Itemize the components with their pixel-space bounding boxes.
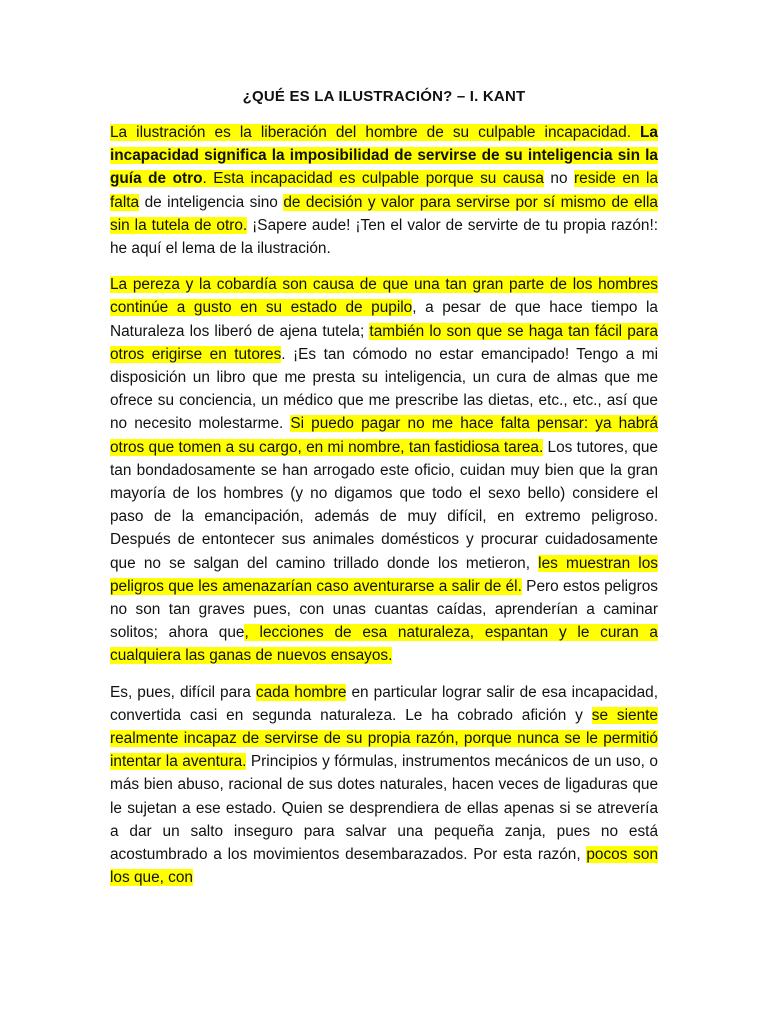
text-run: Los tutores, que tan bondadosamente se han arrogado este oficio, cuidan muy bien que la gran mayoría de los hombres (y no digamos que todo el sexo bello) considere el paso de la emancipación, además de muy difícil, en extremo peligroso. Después de entontecer sus animales domésticos y procurar cuidadosamente que no se salgan del camino trillado donde los metieron, — [110, 438, 658, 572]
text-run: . Esta incapacidad es culpable porque su causa — [202, 170, 544, 188]
document-title: ¿QUÉ ES LA ILUSTRACIÓN? – I. KANT — [242, 88, 526, 105]
text-run: Pero estos peligros no son tan graves pues, con unas cuantas caídas, aprenderían a caminar solitos; ahora que — [110, 577, 658, 642]
text-run: pocos son los que, con — [110, 846, 658, 887]
text-run: Principios y fórmulas, instrumentos mecánicos de un uso, o más bien abuso, racional de sus dotes naturales, hacen veces de ligaduras que le sujetan a ese estado. Quien se desprendiera de ellas apenas si se atrevería a dar un salto inseguro para salvar una pequeña zanja, pues no está acostumbrado a los movimientos desembarazados. Por esta razón, — [110, 753, 658, 864]
text-run: , lecciones de esa naturaleza, espantan y le curan a cualquiera las ganas de nuevos ensayos. — [110, 624, 658, 665]
text-run: Es, pues, difícil para — [110, 683, 256, 701]
text-run: también lo son que se haga tan fácil para otros erigirse en tutores — [110, 322, 658, 363]
paragraph-3 — [110, 681, 658, 890]
text-run: La incapacidad significa la imposibilidad de servirse de su inteligencia sin la guía de otro — [110, 124, 658, 188]
text-run: no — [543, 170, 575, 188]
text-run: reside en la falta — [110, 170, 658, 211]
text-run: , a pesar de que hace tiempo la Naturaleza los liberó de ajena tutela; — [110, 299, 658, 340]
document-body — [110, 121, 658, 903]
text-run: . ¡Es tan cómodo no estar emancipado! Tengo a mi disposición un libro que me presta su inteligencia, un cura de almas que me ofrece su conciencia, un médico que me prescribe las dietas, etc., etc., así que no necesito molestarme. — [110, 345, 658, 433]
text-run: les muestran los peligros que les amenazarían caso aventurarse a salir de él. — [110, 554, 658, 595]
text-run: La pereza y la cobardía son causa de que una tan gran parte de los hombres continúe a gusto en su estado de pupilo — [110, 276, 658, 317]
paragraph-1 — [110, 121, 658, 260]
text-run: en particular lograr salir de esa incapacidad, convertida casi en segunda naturaleza. Le ha cobrado afición y — [110, 683, 658, 724]
text-run: de inteligencia sino — [139, 193, 284, 211]
text-run: se siente realmente incapaz de servirse de su propia razón, porque nunca se le permitió intentar la aventura. — [110, 706, 658, 771]
text-run: de decisión y valor para servirse por sí mismo de ella sin la tutela de otro. — [110, 193, 658, 234]
text-run: cada hombre — [255, 683, 347, 701]
paragraph-2 — [110, 273, 658, 667]
text-run: La ilustración es la liberación del hombre de su culpable incapacidad. — [110, 124, 641, 141]
text-run: ¡Sapere aude! ¡Ten el valor de servirte de tu propia razón!: he aquí el lema de la ilustración. — [110, 216, 658, 258]
text-run: Si puedo pagar no me hace falta pensar: ya habrá otros que tomen a su cargo, en mi nombre, tan fastidiosa tarea. — [110, 415, 659, 456]
